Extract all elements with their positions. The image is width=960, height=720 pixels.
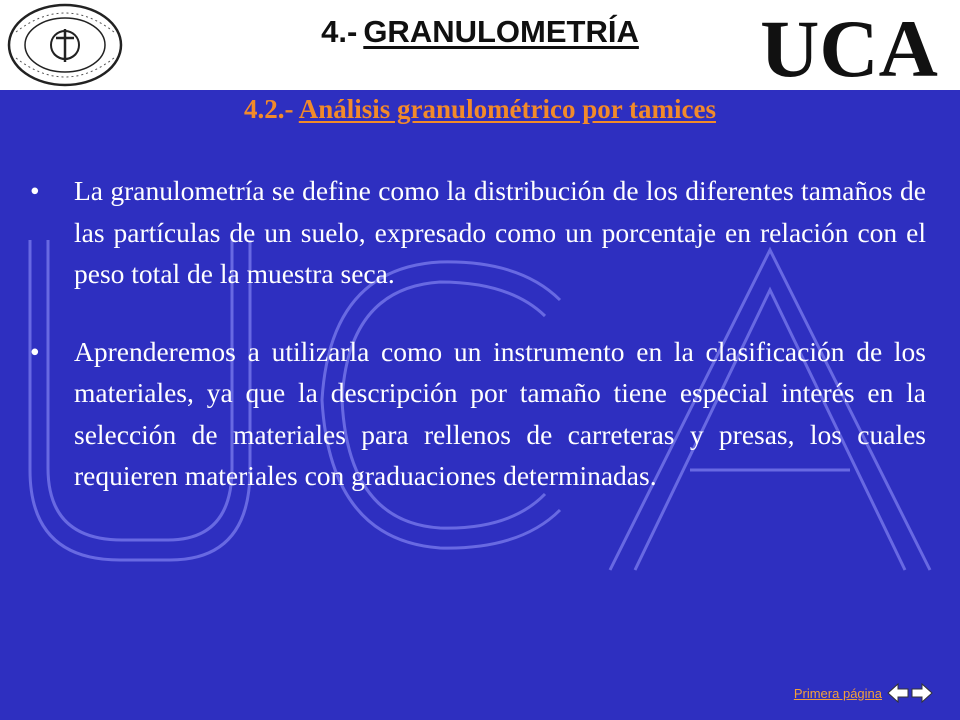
bullet-text: Aprenderemos a utilizarla como un instrumento en la clasificación de los materiales, ya que la descripción por tamaño tiene especial interés en la selección de materiales para rellenos de carreteras y presas, los cuales requieren materiales con graduaciones determinadas. [74,335,926,491]
header-bar [0,0,960,90]
uca-logo [746,6,952,84]
section-subtitle [0,94,960,125]
title-text: GRANULOMETRÍA [363,14,639,49]
bullet-list [30,170,926,533]
title-number: 4.- [321,14,358,49]
bullet-text: La granulometría se define como la distribución de los diferentes tamaños de las partículas de un suelo, expresado como un porcentaje en relación con el peso total de la muestra seca. [74,175,926,289]
bullet-item [30,170,926,295]
back-forward-arrows-icon[interactable] [886,682,934,704]
bullet-item [30,331,926,497]
subtitle-number: 4.2.- [244,94,294,124]
first-page-link[interactable]: Primera página [793,685,882,701]
logo-text: UCA [760,6,938,84]
bullet-marker: • [30,175,40,206]
subtitle-text: Análisis granulométrico por tamices [298,94,716,124]
bullet-marker: • [30,335,40,367]
footer-nav [794,682,934,704]
